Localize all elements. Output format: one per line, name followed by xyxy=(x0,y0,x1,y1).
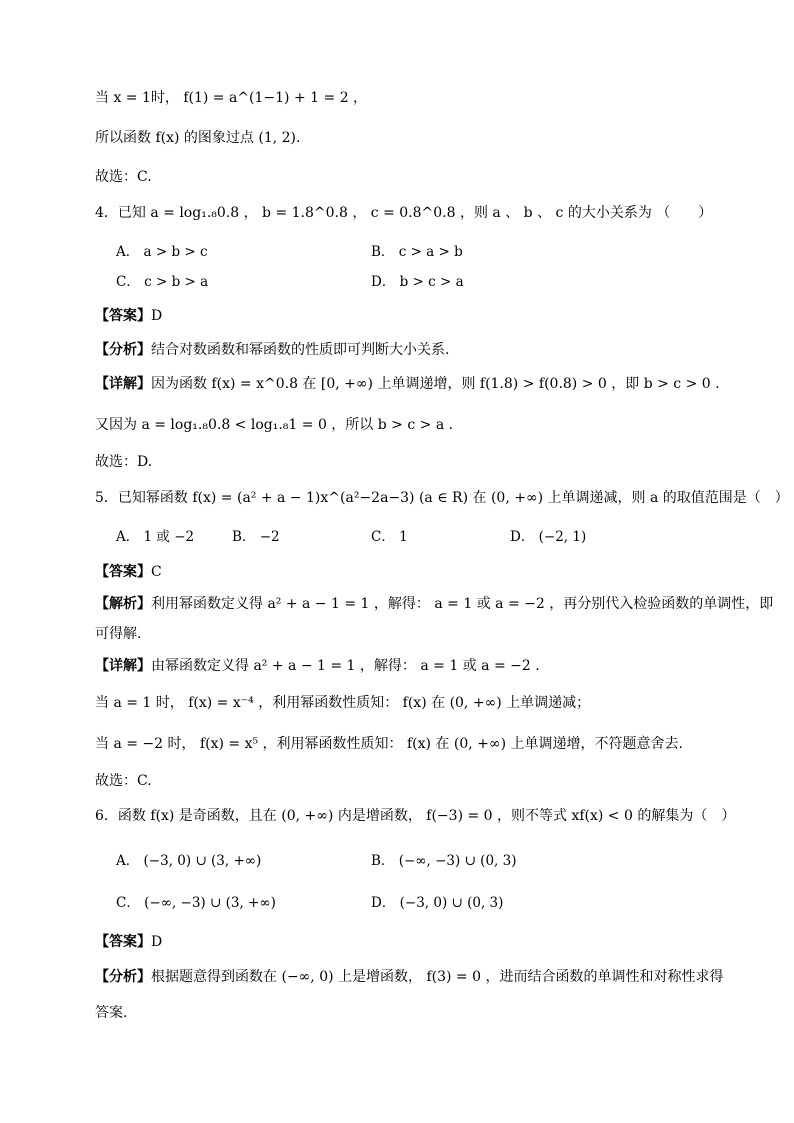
detail: 当 a = −2 时， f(x) = x⁵ ，利用幂函数性质知： f(x) 在 (0, +∞) 上单调递增，不符题意舍去. xyxy=(95,736,683,752)
section-tag: 【答案】 xyxy=(95,308,151,324)
text-line: 故选：C. xyxy=(95,169,152,185)
section-tag: 【解析】 xyxy=(95,596,151,612)
option-a: A． (−3, 0) ∪ (3, +∞) xyxy=(116,853,262,869)
detail: 【详解】因为函数 f(x) = x^0.8 在 [0, +∞) 上单调递增，则 f(1.8) > f(0.8) > 0 ，即 b > c > 0 . xyxy=(95,376,720,392)
answer: 【答案】D xyxy=(95,934,163,950)
text-line: 所以函数 f(x) 的图象过点 (1, 2). xyxy=(95,130,301,146)
question-6: 6．函数 f(x) 是奇函数，且在 (0, +∞) 内是增函数， f(−3) = 0 ，则不等式 xf(x) < 0 的解集为（ ） xyxy=(95,808,736,824)
section-tag: 【详解】 xyxy=(95,658,151,674)
text-line: 当 x = 1时， f(1) = a^(1−1) + 1 = 2 ， xyxy=(95,90,368,106)
analysis: 【分析】结合对数函数和幂函数的性质即可判断大小关系. xyxy=(95,342,450,358)
explanation: 可得解. xyxy=(95,626,142,642)
section-tag: 【分析】 xyxy=(95,342,151,358)
option-a: A． 1 或 −2 xyxy=(116,529,195,545)
section-tag: 【答案】 xyxy=(95,564,151,580)
selection: 故选：C. xyxy=(95,773,152,789)
answer: 【答案】D xyxy=(95,308,163,324)
explanation: 【解析】利用幂函数定义得 a² + a − 1 = 1 ，解得： a = 1 或 a = −2 ，再分别代入检验函数的单调性，即 xyxy=(95,596,774,612)
section-tag: 【答案】 xyxy=(95,934,151,950)
question-4: 4．已知 a = log₁.₈0.8 ， b = 1.8^0.8 ， c = 0.8^0.8 ，则 a 、 b 、 c 的大小关系为 （ ） xyxy=(95,205,713,221)
analysis: 【分析】根据题意得到函数在 (−∞, 0) 上是增函数， f(3) = 0 ，进而结合函数的单调性和对称性求得 xyxy=(95,969,724,985)
option-c: C． (−∞, −3) ∪ (3, +∞) xyxy=(116,895,276,911)
option-b: B． −2 xyxy=(232,529,280,545)
option-d: D． (−2, 1) xyxy=(510,529,587,545)
option-d: D． (−3, 0) ∪ (0, 3) xyxy=(371,895,504,911)
option-b: B． (−∞, −3) ∪ (0, 3) xyxy=(371,853,517,869)
detail: 当 a = 1 时， f(x) = x⁻⁴ ，利用幂函数性质知： f(x) 在 (0, +∞) 上单调递减； xyxy=(95,695,591,711)
selection: 故选：D. xyxy=(95,454,153,470)
section-tag: 【详解】 xyxy=(95,376,151,392)
question-5: 5．已知幂函数 f(x) = (a² + a − 1)x^(a²−2a−3) (a ∈ R) 在 (0, +∞) 上单调递减，则 a 的取值范围是（ ） xyxy=(95,490,789,506)
option-c: C． 1 xyxy=(371,529,408,545)
option-c: C． c > b > a xyxy=(116,274,209,290)
option-d: D． b > c > a xyxy=(371,274,464,290)
detail: 【详解】由幂函数定义得 a² + a − 1 = 1 ，解得： a = 1 或 a = −2 . xyxy=(95,658,540,674)
option-b: B． c > a > b xyxy=(371,244,463,260)
section-tag: 【分析】 xyxy=(95,969,151,985)
detail: 又因为 a = log₁.₈0.8 < log₁.₈1 = 0 ，所以 b > c > a . xyxy=(95,417,454,433)
answer: 【答案】C xyxy=(95,564,162,580)
analysis: 答案. xyxy=(95,1005,128,1021)
option-a: A． a > b > c xyxy=(116,244,208,260)
